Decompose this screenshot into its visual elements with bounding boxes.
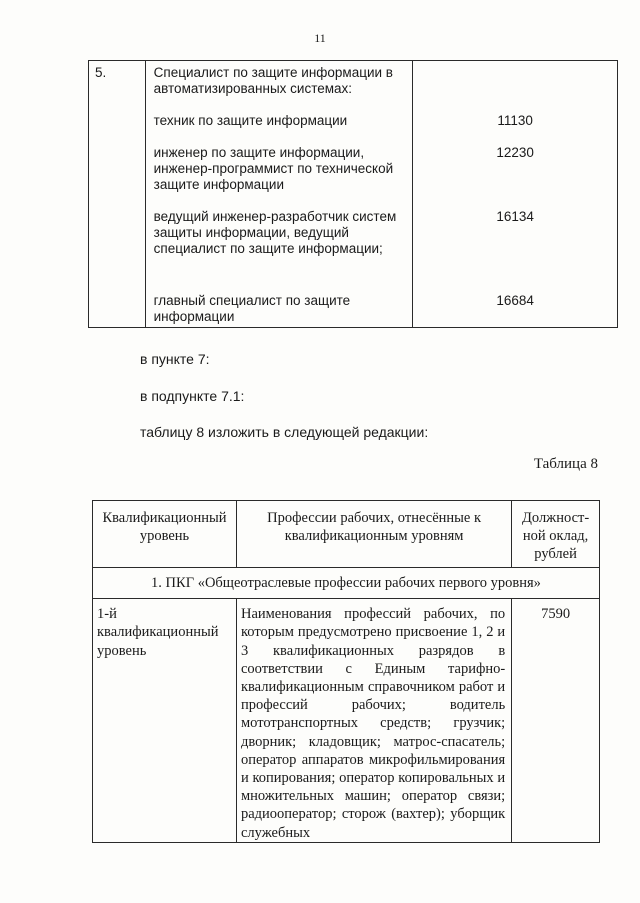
- salary-value: 16684: [496, 293, 534, 308]
- position-label: главный специалист по защите информации: [153, 293, 351, 324]
- header-professions: Профессии рабочих, отнесённые к квалификационным уровням: [236, 501, 511, 568]
- row-number: 5.: [89, 61, 146, 328]
- salary-table-section-5: [88, 60, 618, 328]
- salary-value: 16134: [496, 209, 534, 224]
- position-group-header: Специалист по защите информации в автоматизированных системах:: [153, 65, 393, 96]
- positions-cell: [145, 61, 413, 328]
- position-label: ведущий инженер-разработчик систем защиты информации, ведущий специалист по защите информации;: [153, 209, 397, 256]
- instruction-paragraph: в пункте 7:: [140, 351, 210, 367]
- salary-cell: [413, 61, 618, 328]
- header-salary: Должност-ной оклад, рублей: [512, 501, 600, 568]
- table-8: [92, 500, 600, 843]
- table-caption: Таблица 8: [533, 456, 598, 472]
- group-title: 1. ПКГ «Общеотраслевые профессии рабочих первого уровня»: [93, 568, 600, 599]
- salary-cell: 7590: [512, 599, 600, 843]
- header-qualification-level: Квалификационный уровень: [93, 501, 237, 568]
- page-number: 11: [314, 31, 326, 45]
- position-label: техник по защите информации: [153, 113, 348, 128]
- salary-value: 11130: [497, 113, 533, 128]
- position-label: инженер по защите информации, инженер-программист по технической защите информации: [153, 145, 394, 192]
- qualification-level-cell: 1-й квалификационный уровень: [93, 599, 237, 843]
- salary-value: 12230: [496, 145, 534, 160]
- instruction-paragraph: в подпункте 7.1:: [140, 388, 245, 404]
- instruction-paragraph: таблицу 8 изложить в следующей редакции:: [140, 424, 429, 440]
- professions-cell: Наименования профессий рабочих, по которым предусмотрено присвоение 1, 2 и 3 квалификационных разрядов в соответствии с Единым тарифно-квалификационным справочником работ и профессий рабочих; водитель мототранспортных средств; грузчик; дворник; кладовщик; матрос-спасатель; оператор аппаратов микрофильмирования и копирования; оператор копировальных и множительных машин; оператор связи; радиооператор; сторож (вахтер); уборщик служебных: [236, 599, 511, 843]
